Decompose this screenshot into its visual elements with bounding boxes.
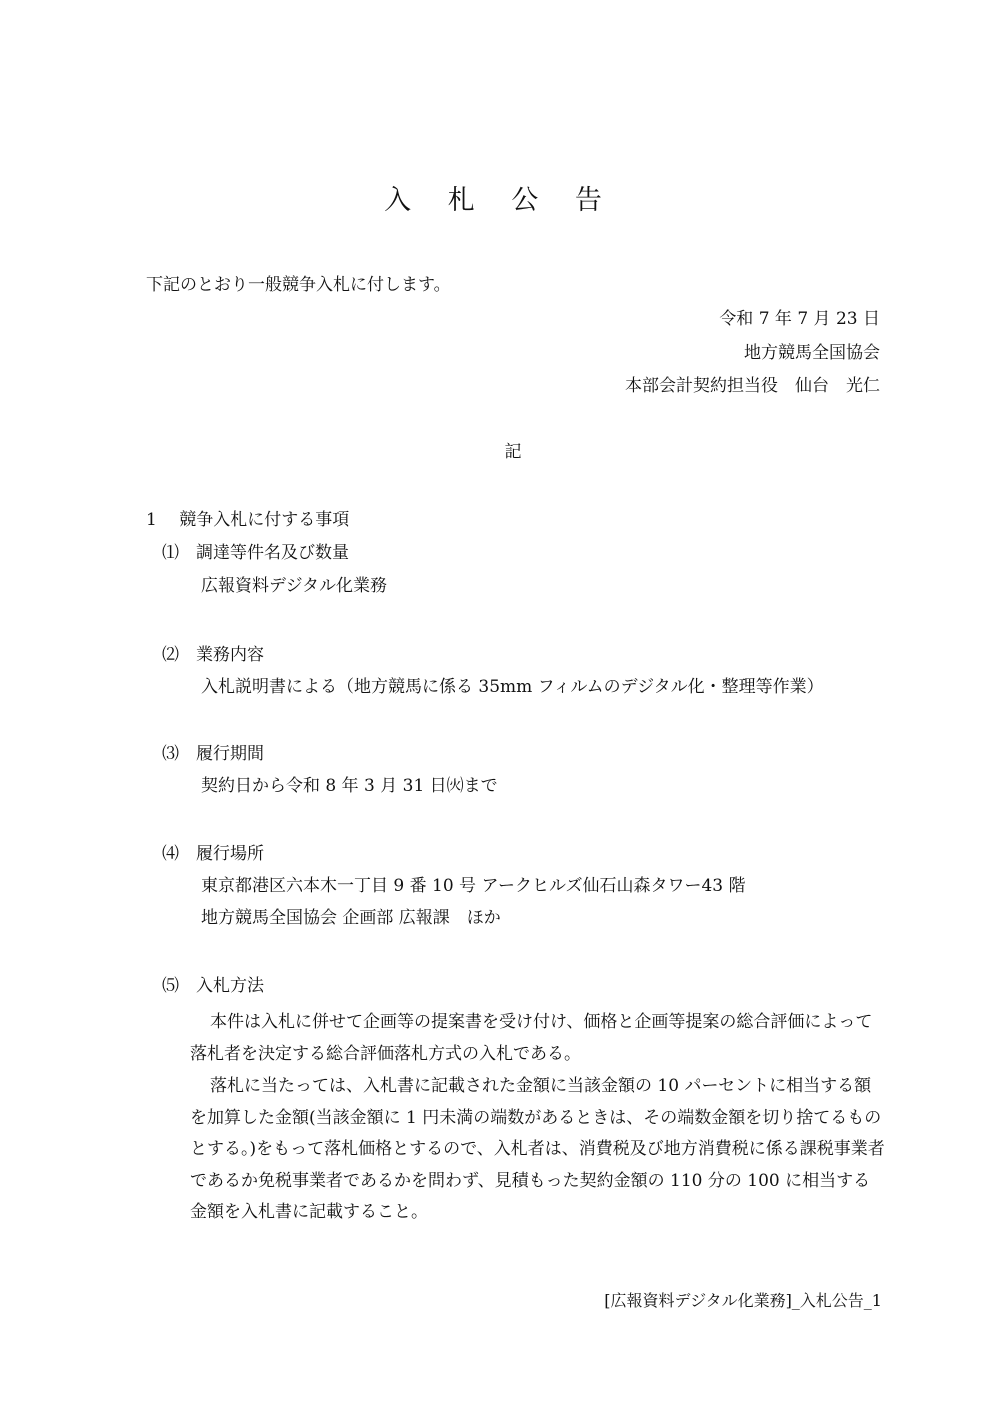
notice-date: 令和 7 年 7 月 23 日 [719,309,880,329]
item-2-label: ⑵ 業務内容 [162,645,264,665]
ki-heading: 記 [504,442,522,462]
item-1-content: 広報資料デジタル化業務 [201,576,387,596]
item-5-paragraph-1: 本件は入札に併せて企画等の提案書を受け付け、価格と企画等提案の総合評価によって落札者を決定する総合評価落札方式の入札である。 [190,1012,873,1064]
item-4-department: 地方競馬全国協会 企画部 広報課 ほか [201,908,501,928]
item-5-paragraph-2: 落札に当たっては、入札書に記載された金額に当該金額の 10 パーセントに相当する額を加算した金額(当該金額に 1 円未満の端数があるときは、その端数金額を切り捨てるものとする。)をもって落札価格とするので、入札者は、消費税及び地方消費税に係る課税事業者であるか免税事業者であるかを問わず、見積もった契約金額の 110 分の 100 に相当する金額を入札書に記載すること。 [190,1076,885,1222]
item-2-content: 入札説明書による（地方競馬に係る 35mm フィルムのデジタル化・整理等作業） [201,677,824,697]
item-1-label: ⑴ 調達等件名及び数量 [162,543,349,563]
item-5-label: ⑸ 入札方法 [162,976,264,996]
organization-name: 地方競馬全国協会 [744,343,880,363]
page-footer: [広報資料デジタル化業務]_入札公告_1 [604,1291,882,1310]
item-3-content: 契約日から令和 8 年 3 月 31 日㈫まで [201,776,498,796]
document-title: 入 札 公 告 [384,185,616,216]
item-3-label: ⑶ 履行期間 [162,744,264,764]
contracting-officer: 本部会計契約担当役 仙台 光仁 [625,376,880,396]
intro-text: 下記のとおり一般競争入札に付します。 [146,275,451,295]
item-4-label: ⑷ 履行場所 [162,844,264,864]
item-4-address: 東京都港区六本木一丁目 9 番 10 号 アークヒルズ仙石山森タワー43 階 [201,876,746,896]
section-heading: 1 競争入札に付する事項 [146,510,350,530]
